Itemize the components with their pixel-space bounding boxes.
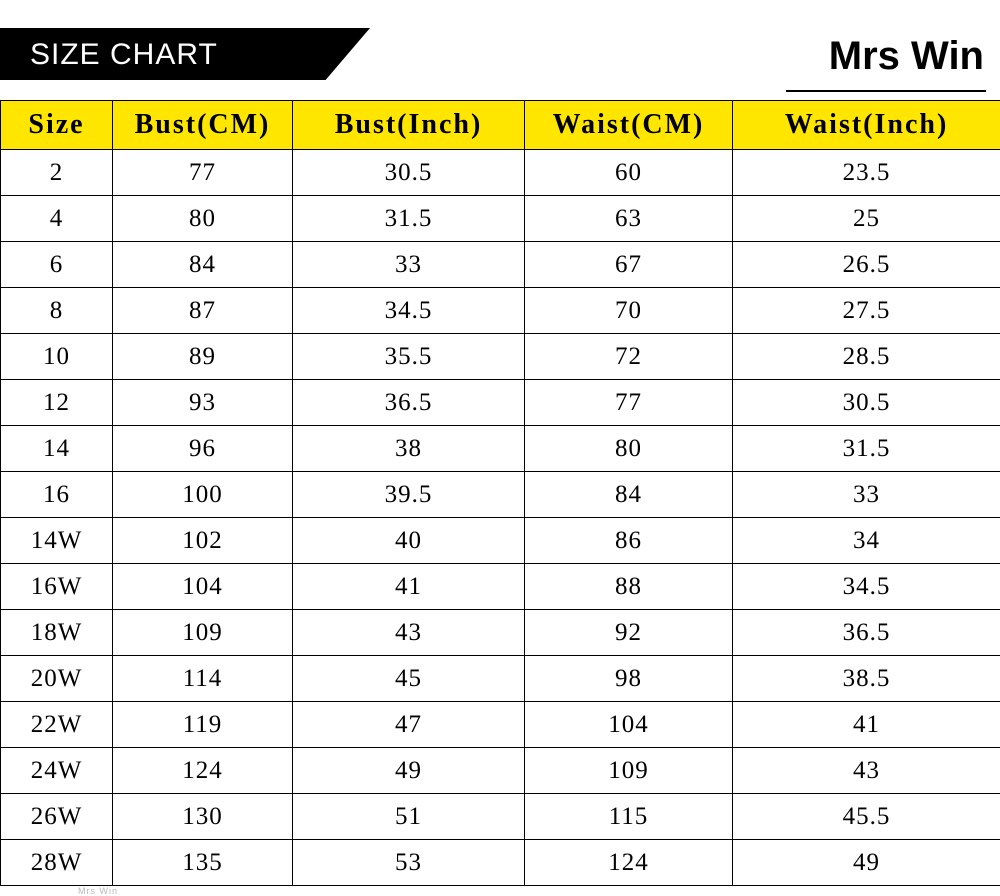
cell-bust-inch: 31.5	[293, 196, 525, 242]
cell-waist-inch: 49	[733, 840, 1000, 886]
cell-bust-cm: 96	[113, 426, 293, 472]
size-chart-table	[0, 100, 1000, 886]
page-title: SIZE CHART	[30, 38, 218, 71]
cell-waist-inch: 33	[733, 472, 1000, 518]
cell-waist-inch: 23.5	[733, 150, 1000, 196]
cell-waist-cm: 70	[525, 288, 733, 334]
cell-bust-cm: 109	[113, 610, 293, 656]
cell-size: 20W	[1, 656, 113, 702]
table-body	[1, 150, 1000, 886]
cell-waist-inch: 38.5	[733, 656, 1000, 702]
table-row	[1, 288, 1000, 334]
cell-waist-inch: 27.5	[733, 288, 1000, 334]
cell-size: 16	[1, 472, 113, 518]
cell-waist-inch: 36.5	[733, 610, 1000, 656]
cell-size: 22W	[1, 702, 113, 748]
table-row	[1, 426, 1000, 472]
table-row	[1, 380, 1000, 426]
table-row	[1, 656, 1000, 702]
table-row	[1, 472, 1000, 518]
cell-bust-cm: 87	[113, 288, 293, 334]
cell-bust-inch: 51	[293, 794, 525, 840]
cell-waist-cm: 109	[525, 748, 733, 794]
cell-waist-cm: 98	[525, 656, 733, 702]
cell-bust-cm: 77	[113, 150, 293, 196]
cell-size: 12	[1, 380, 113, 426]
cell-bust-cm: 119	[113, 702, 293, 748]
cell-waist-cm: 88	[525, 564, 733, 610]
brand-underline	[786, 90, 986, 92]
cell-waist-cm: 104	[525, 702, 733, 748]
cell-waist-inch: 31.5	[733, 426, 1000, 472]
table-row	[1, 242, 1000, 288]
cell-bust-inch: 35.5	[293, 334, 525, 380]
cell-waist-cm: 77	[525, 380, 733, 426]
cell-size: 10	[1, 334, 113, 380]
cell-bust-inch: 40	[293, 518, 525, 564]
cell-size: 24W	[1, 748, 113, 794]
cell-waist-cm: 124	[525, 840, 733, 886]
cell-bust-inch: 34.5	[293, 288, 525, 334]
column-header-size: Size	[1, 101, 113, 150]
cell-waist-inch: 28.5	[733, 334, 1000, 380]
cell-waist-inch: 41	[733, 702, 1000, 748]
cell-bust-inch: 53	[293, 840, 525, 886]
watermark: Mrs Win	[78, 886, 118, 896]
cell-bust-inch: 43	[293, 610, 525, 656]
column-header-waist-cm: Waist(CM)	[525, 101, 733, 150]
cell-waist-cm: 63	[525, 196, 733, 242]
cell-bust-cm: 114	[113, 656, 293, 702]
cell-bust-cm: 80	[113, 196, 293, 242]
cell-bust-inch: 30.5	[293, 150, 525, 196]
cell-waist-inch: 26.5	[733, 242, 1000, 288]
cell-waist-inch: 34	[733, 518, 1000, 564]
cell-bust-inch: 47	[293, 702, 525, 748]
cell-bust-inch: 36.5	[293, 380, 525, 426]
cell-waist-cm: 84	[525, 472, 733, 518]
cell-size: 14W	[1, 518, 113, 564]
cell-bust-cm: 102	[113, 518, 293, 564]
cell-bust-inch: 45	[293, 656, 525, 702]
table-row	[1, 564, 1000, 610]
cell-bust-cm: 124	[113, 748, 293, 794]
cell-waist-cm: 72	[525, 334, 733, 380]
column-header-bust-cm: Bust(CM)	[113, 101, 293, 150]
cell-waist-cm: 92	[525, 610, 733, 656]
table-row	[1, 610, 1000, 656]
cell-waist-inch: 25	[733, 196, 1000, 242]
cell-bust-inch: 38	[293, 426, 525, 472]
cell-size: 2	[1, 150, 113, 196]
cell-bust-inch: 49	[293, 748, 525, 794]
cell-waist-cm: 80	[525, 426, 733, 472]
cell-size: 8	[1, 288, 113, 334]
cell-bust-inch: 39.5	[293, 472, 525, 518]
cell-size: 26W	[1, 794, 113, 840]
table-row	[1, 150, 1000, 196]
table-row	[1, 702, 1000, 748]
cell-bust-cm: 93	[113, 380, 293, 426]
table-row	[1, 334, 1000, 380]
cell-bust-cm: 130	[113, 794, 293, 840]
cell-bust-cm: 100	[113, 472, 293, 518]
page-header	[0, 0, 1000, 100]
column-header-bust-inch: Bust(Inch)	[293, 101, 525, 150]
cell-bust-inch: 33	[293, 242, 525, 288]
cell-size: 6	[1, 242, 113, 288]
cell-waist-inch: 30.5	[733, 380, 1000, 426]
brand-logo: Mrs Win	[828, 34, 984, 78]
table-row	[1, 518, 1000, 564]
table-row	[1, 196, 1000, 242]
cell-size: 28W	[1, 840, 113, 886]
table-row	[1, 840, 1000, 886]
cell-waist-cm: 115	[525, 794, 733, 840]
table-header-row	[1, 101, 1000, 150]
cell-bust-inch: 41	[293, 564, 525, 610]
cell-waist-inch: 43	[733, 748, 1000, 794]
cell-waist-inch: 45.5	[733, 794, 1000, 840]
cell-size: 14	[1, 426, 113, 472]
cell-waist-cm: 86	[525, 518, 733, 564]
cell-waist-inch: 34.5	[733, 564, 1000, 610]
cell-bust-cm: 84	[113, 242, 293, 288]
cell-bust-cm: 104	[113, 564, 293, 610]
cell-size: 16W	[1, 564, 113, 610]
table-row	[1, 748, 1000, 794]
cell-waist-cm: 60	[525, 150, 733, 196]
cell-bust-cm: 89	[113, 334, 293, 380]
cell-bust-cm: 135	[113, 840, 293, 886]
cell-size: 4	[1, 196, 113, 242]
column-header-waist-inch: Waist(Inch)	[733, 101, 1000, 150]
table-row	[1, 794, 1000, 840]
cell-waist-cm: 67	[525, 242, 733, 288]
cell-size: 18W	[1, 610, 113, 656]
